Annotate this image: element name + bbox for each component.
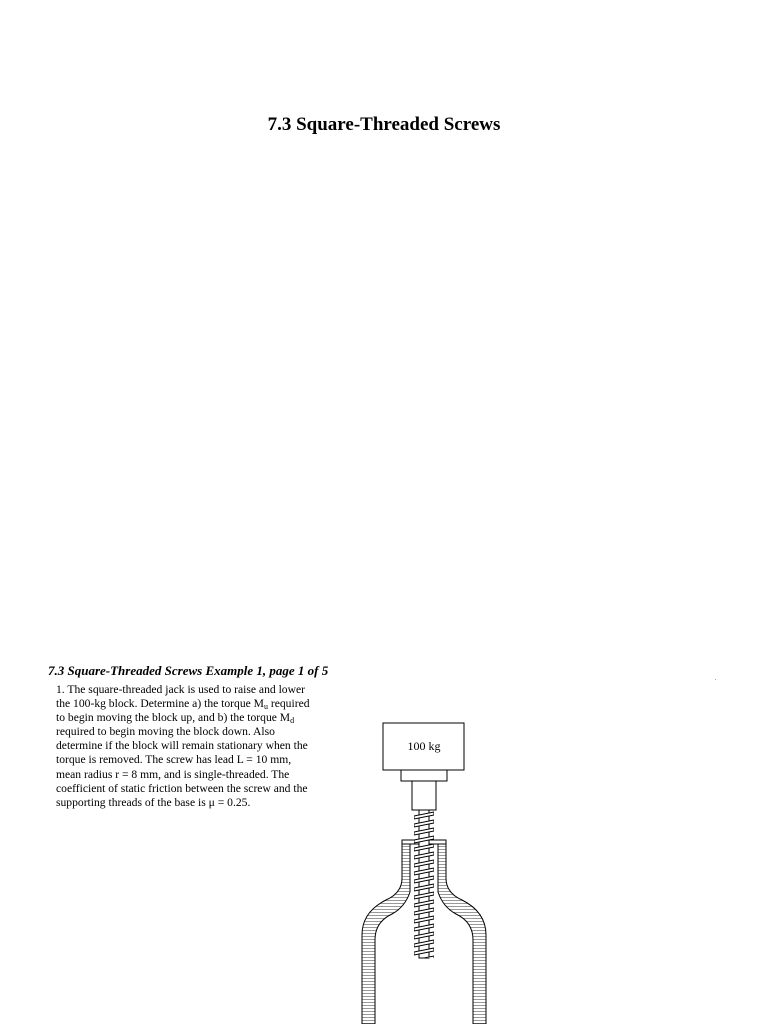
problem-line: coefficient of static friction between the screw and the	[56, 781, 308, 795]
torque-up-subscript: u	[263, 702, 268, 712]
jack-base	[362, 843, 410, 1024]
problem-line: to begin moving the block up, and b) the torque $M_d$	[56, 711, 295, 726]
stray-mark: .	[715, 676, 717, 682]
block-mass-label: 100 kg	[407, 739, 441, 753]
problem-line: determine if the block will remain stationary when the	[56, 739, 308, 753]
jack-base	[438, 843, 486, 1024]
problem-line: mean radius r = 8 mm, and is single-threaded. The	[56, 767, 290, 781]
torque-down-subscript: d	[290, 716, 295, 726]
problem-line: torque is removed. The screw has lead L = 10 mm,	[56, 753, 292, 767]
problem-line: 1. The square-threaded jack is used to raise and lower	[56, 683, 305, 696]
problem-line: supporting threads of the base is μ = 0.25.	[56, 795, 251, 809]
collar	[401, 769, 447, 781]
page-title: 7.3 Square-Threaded Screws	[267, 114, 501, 135]
problem-line: required to begin moving the block down. Also	[56, 725, 275, 739]
screw-jack-figure	[340, 715, 510, 1024]
problem-line: the 100-kg block. Determine a) the torque $M_u$ required	[56, 697, 310, 712]
problem-statement	[56, 683, 346, 810]
example-heading: 7.3 Square-Threaded Screws Example 1, page 1 of 5	[48, 663, 329, 678]
screw-neck	[412, 780, 436, 810]
